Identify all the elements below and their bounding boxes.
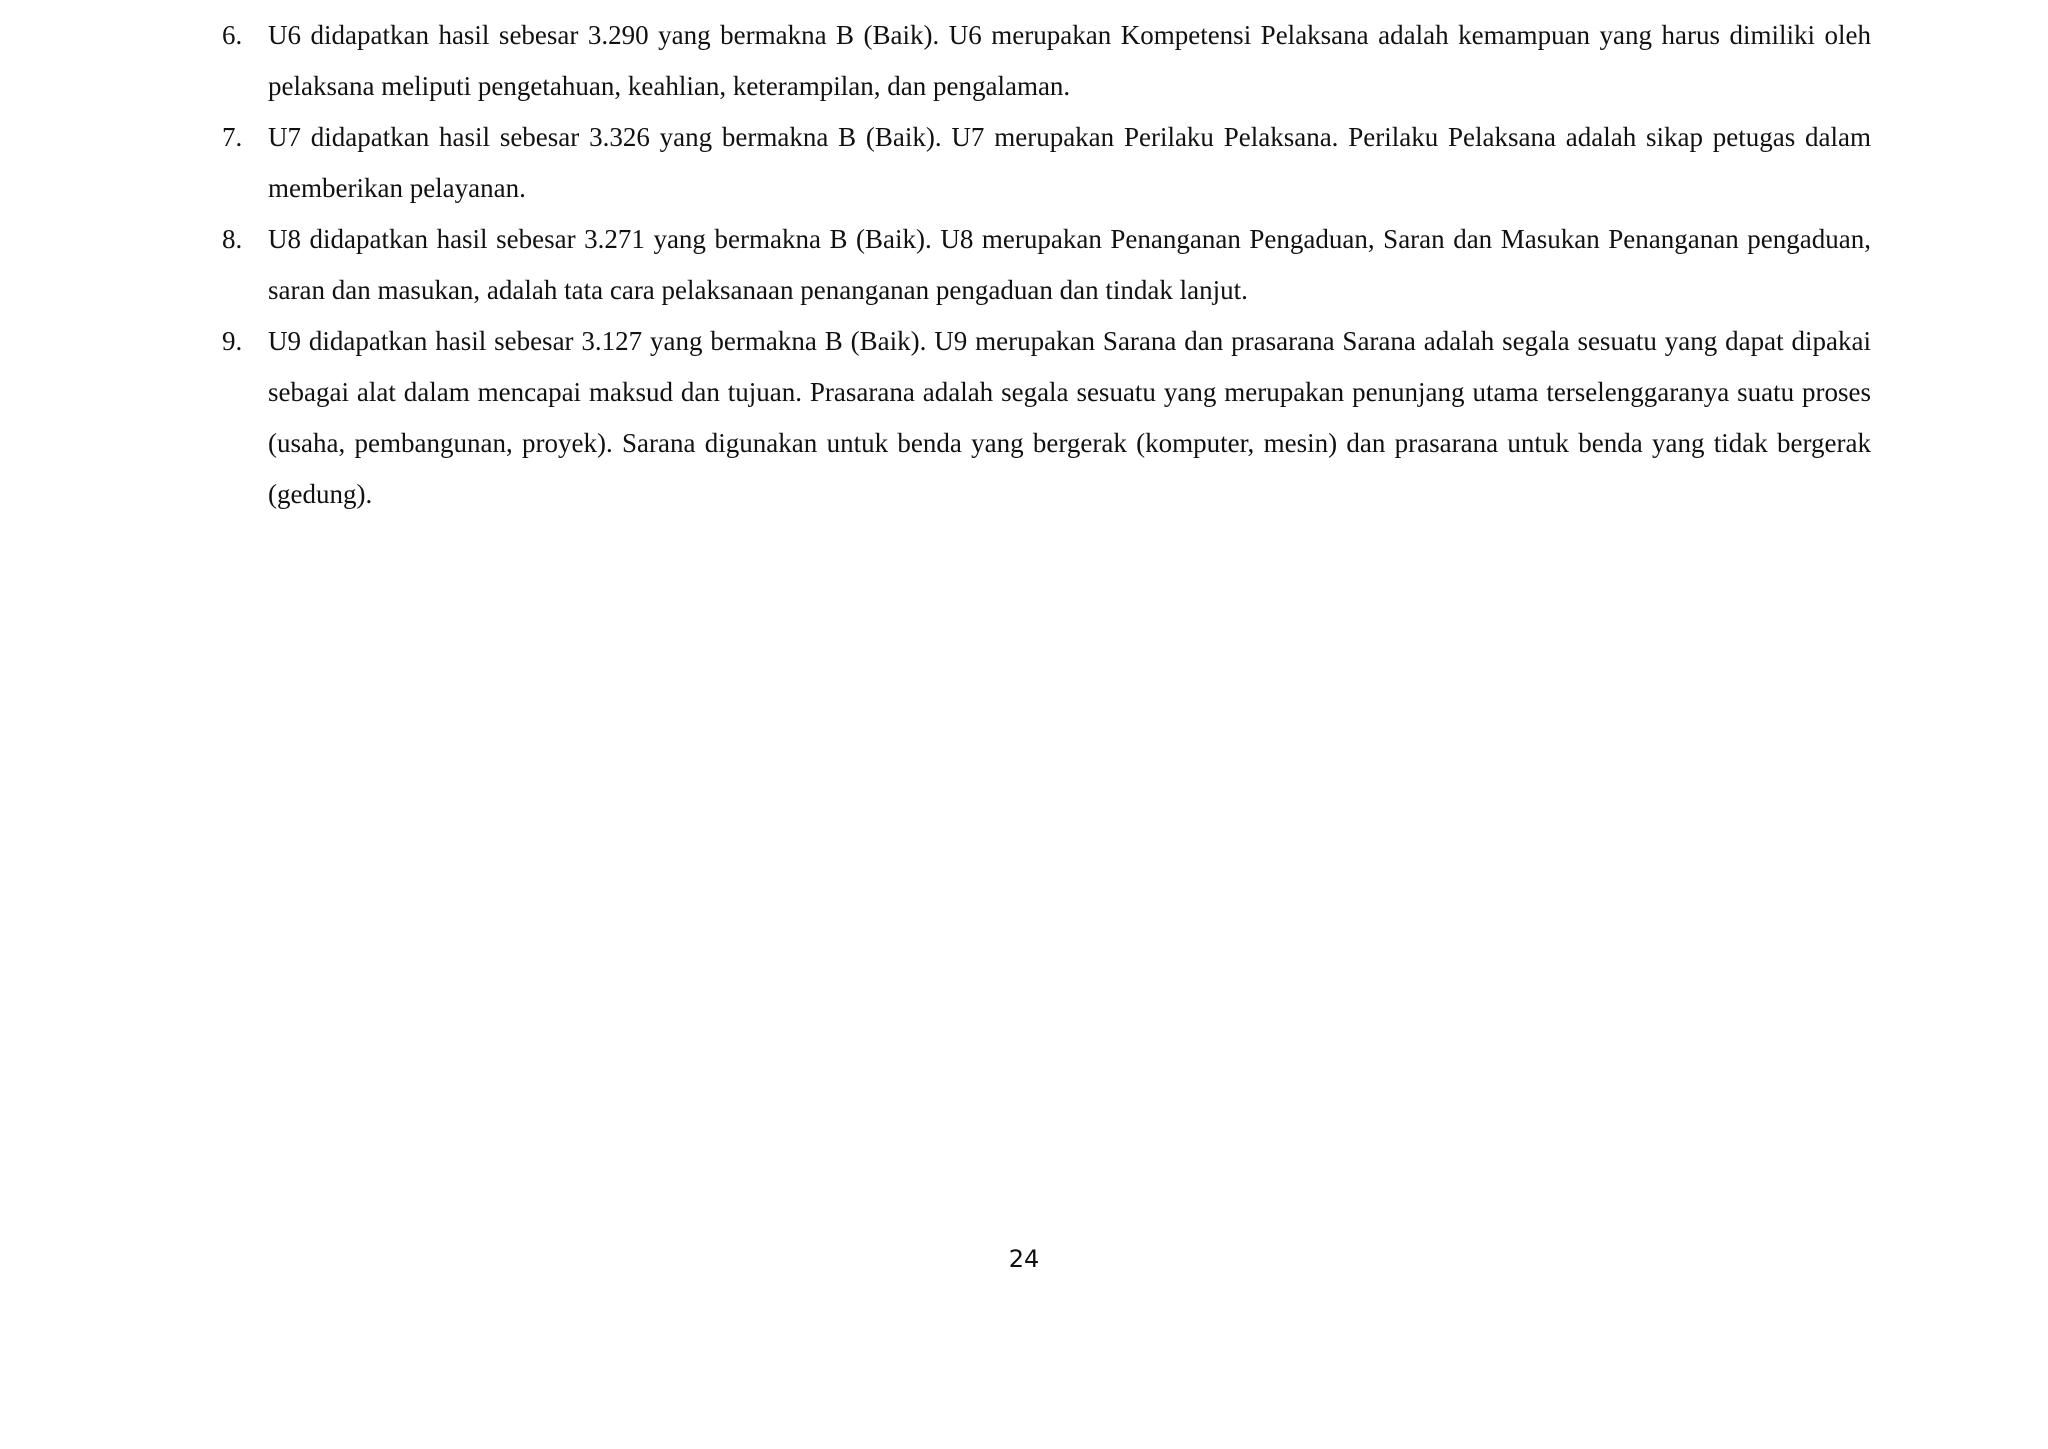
list-item-number: 9. — [222, 326, 243, 356]
list-item-number: 8. — [222, 224, 243, 254]
list-item — [218, 10, 1871, 112]
list-item-text: U8 didapatkan hasil sebesar 3.271 yang bermakna B (Baik). U8 merupakan Penanganan Pengaduan, Saran dan Masukan Penanganan pengaduan, saran dan masukan, adalah tata cara pelaksanaan penanganan pengaduan dan tindak lanjut. — [268, 224, 1871, 305]
list-item-number: 7. — [222, 122, 243, 152]
list-item-text: U7 didapatkan hasil sebesar 3.326 yang bermakna B (Baik). U7 merupakan Perilaku Pelaksana. Perilaku Pelaksana adalah sikap petugas dalam memberikan pelayanan. — [268, 122, 1871, 203]
page-number: 24 — [1008, 1245, 1040, 1273]
list-item — [218, 316, 1871, 520]
list-item-text: U9 didapatkan hasil sebesar 3.127 yang bermakna B (Baik). U9 merupakan Sarana dan prasarana Sarana adalah segala sesuatu yang dapat dipakai sebagai alat dalam mencapai maksud dan tujuan. Prasarana adalah segala sesuatu yang merupakan penunjang utama terselenggaranya suatu proses (usaha, pembangunan, proyek). Sarana digunakan untuk benda yang bergerak (komputer, mesin) dan prasarana untuk benda yang tidak bergerak (gedung). — [268, 326, 1871, 509]
list-item — [218, 214, 1871, 316]
numbered-list — [218, 10, 1871, 520]
list-item — [218, 112, 1871, 214]
list-item-number: 6. — [222, 20, 243, 50]
list-item-text: U6 didapatkan hasil sebesar 3.290 yang bermakna B (Baik). U6 merupakan Kompetensi Pelaksana adalah kemampuan yang harus dimiliki oleh pelaksana meliputi pengetahuan, keahlian, keterampilan, dan pengalaman. — [268, 20, 1871, 101]
